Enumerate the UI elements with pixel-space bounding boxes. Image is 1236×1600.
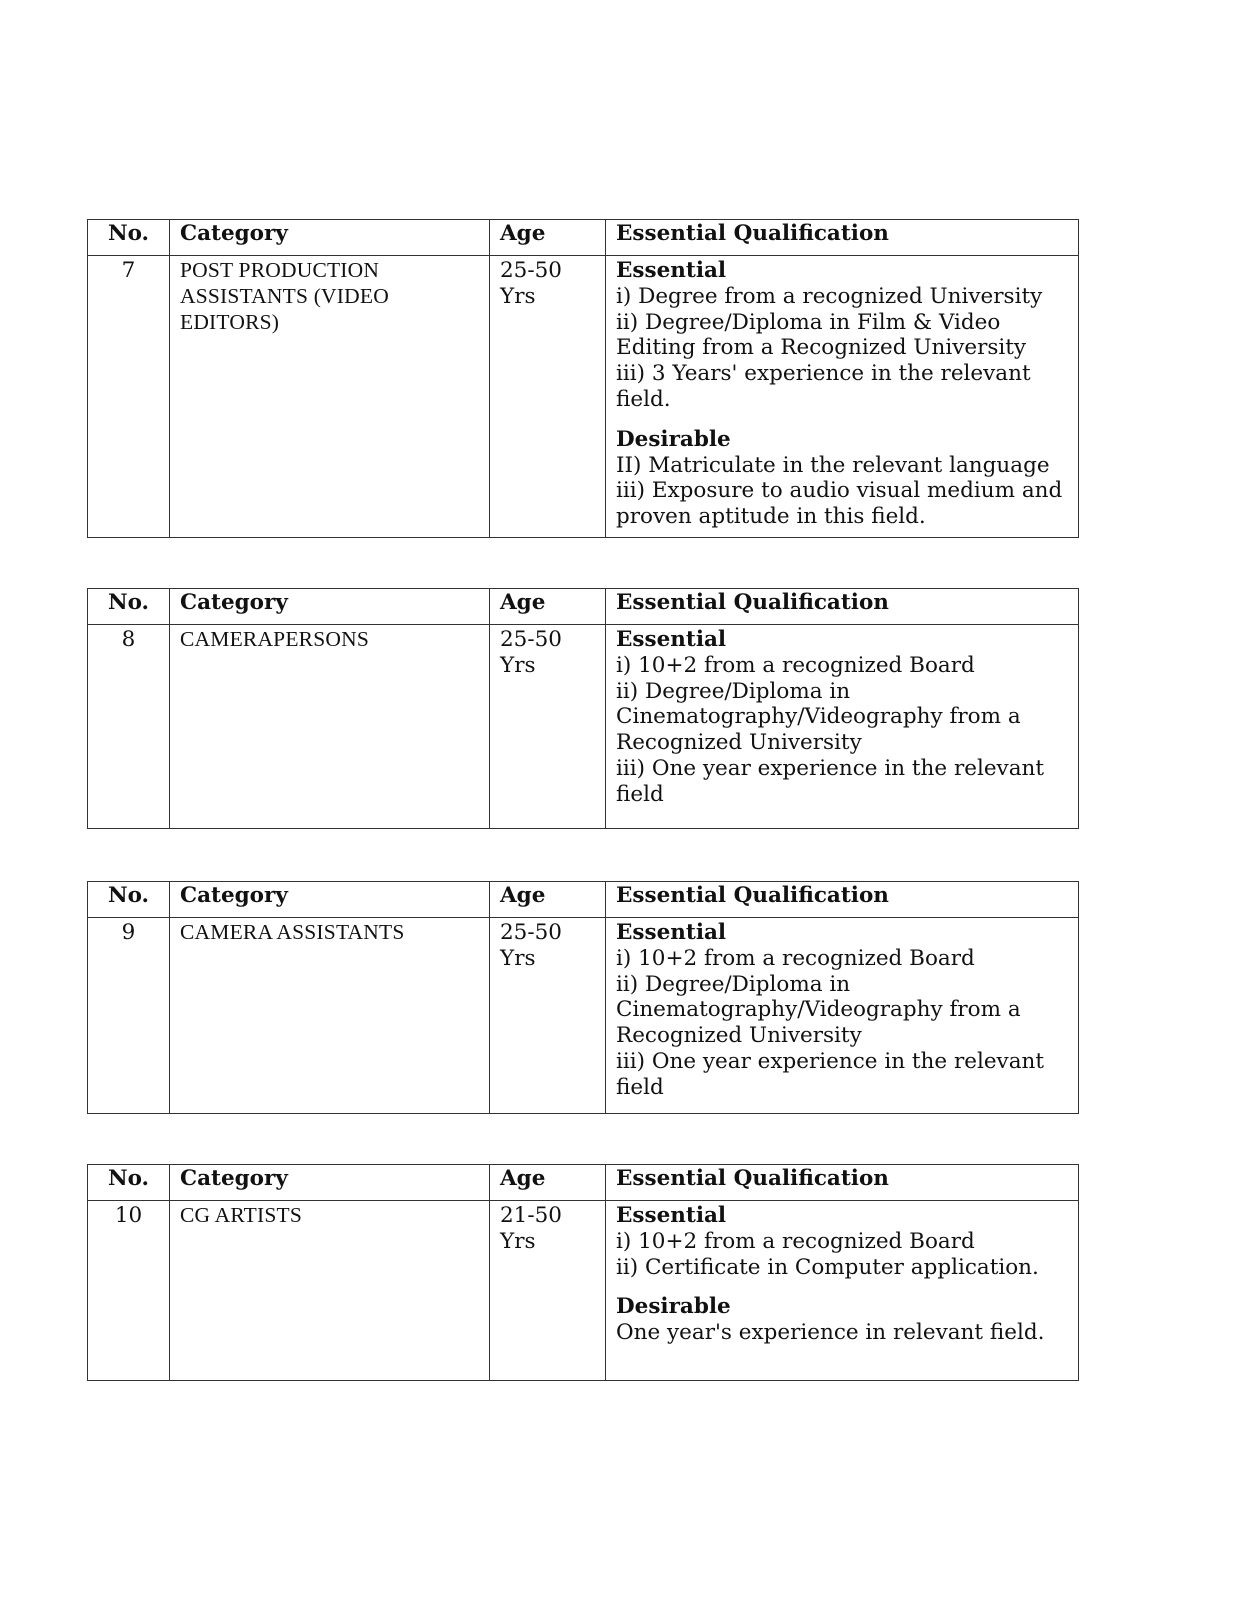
header-category: Category: [170, 882, 490, 918]
table-header-row: [88, 589, 1079, 625]
qualification-table-9: [87, 881, 1079, 1114]
table-row: [88, 256, 1079, 538]
essential-heading: Essential: [616, 1203, 727, 1228]
qualification-table-8: [87, 588, 1079, 829]
essential-item: iii) One year experience in the relevant field: [616, 1048, 1044, 1100]
desirable-item: II) Matriculate in the relevant language: [616, 452, 1050, 478]
header-category: Category: [170, 220, 490, 256]
row-category: CAMERA ASSISTANTS: [170, 918, 490, 1114]
header-no: No.: [88, 220, 170, 256]
essential-item: i) Degree from a recognized University: [616, 283, 1043, 309]
header-category: Category: [170, 1165, 490, 1201]
row-no: 7: [88, 256, 170, 538]
row-no: 8: [88, 625, 170, 829]
row-qualification: [606, 918, 1079, 1114]
table-header-row: [88, 1165, 1079, 1201]
row-no: 9: [88, 918, 170, 1114]
qualification-table-7: [87, 219, 1079, 538]
table-row: [88, 918, 1079, 1114]
header-qualification: Essential Qualification: [606, 1165, 1079, 1201]
essential-item: ii) Degree/Diploma in Cinematography/Videography from a Recognized University: [616, 971, 1021, 1049]
header-no: No.: [88, 589, 170, 625]
row-category: CAMERAPERSONS: [170, 625, 490, 829]
desirable-item: One year's experience in relevant field.: [616, 1320, 1045, 1346]
header-category: Category: [170, 589, 490, 625]
header-age: Age: [490, 882, 606, 918]
row-qualification: [606, 625, 1079, 829]
essential-heading: Essential: [616, 920, 727, 945]
table-header-row: [88, 882, 1079, 918]
header-age: Age: [490, 589, 606, 625]
header-age: Age: [490, 1165, 606, 1201]
row-age: 25-50 Yrs: [490, 256, 606, 538]
qualification-table-10: [87, 1164, 1079, 1381]
header-qualification: Essential Qualification: [606, 589, 1079, 625]
essential-item: i) 10+2 from a recognized Board: [616, 1228, 975, 1254]
row-category: CG ARTISTS: [170, 1201, 490, 1381]
essential-item: ii) Certificate in Computer application.: [616, 1254, 1039, 1280]
row-age: 25-50 Yrs: [490, 625, 606, 829]
essential-item: ii) Degree/Diploma in Cinematography/Videography from a Recognized University: [616, 678, 1021, 756]
table-header-row: [88, 220, 1079, 256]
essential-heading: Essential: [616, 627, 727, 652]
header-qualification: Essential Qualification: [606, 882, 1079, 918]
essential-heading: Essential: [616, 258, 727, 283]
essential-item: i) 10+2 from a recognized Board: [616, 945, 975, 971]
row-age: 25-50 Yrs: [490, 918, 606, 1114]
header-age: Age: [490, 220, 606, 256]
header-qualification: Essential Qualification: [606, 220, 1079, 256]
essential-item: i) 10+2 from a recognized Board: [616, 652, 975, 678]
row-qualification: [606, 256, 1079, 538]
essential-item: ii) Degree/Diploma in Film & Video Editing from a Recognized University: [616, 309, 1027, 361]
essential-item: iii) One year experience in the relevant field: [616, 755, 1044, 807]
table-row: [88, 625, 1079, 829]
row-qualification: [606, 1201, 1079, 1381]
desirable-heading: Desirable: [616, 426, 731, 452]
table-row: [88, 1201, 1079, 1381]
header-no: No.: [88, 882, 170, 918]
row-age: 21-50 Yrs: [490, 1201, 606, 1381]
row-no: 10: [88, 1201, 170, 1381]
desirable-item: iii) Exposure to audio visual medium and proven aptitude in this field.: [616, 478, 1063, 530]
header-no: No.: [88, 1165, 170, 1201]
desirable-heading: Desirable: [616, 1294, 731, 1320]
row-category: POST PRODUCTION ASSISTANTS (VIDEO EDITORS): [170, 256, 490, 538]
essential-item: iii) 3 Years' experience in the relevant field.: [616, 361, 1031, 412]
